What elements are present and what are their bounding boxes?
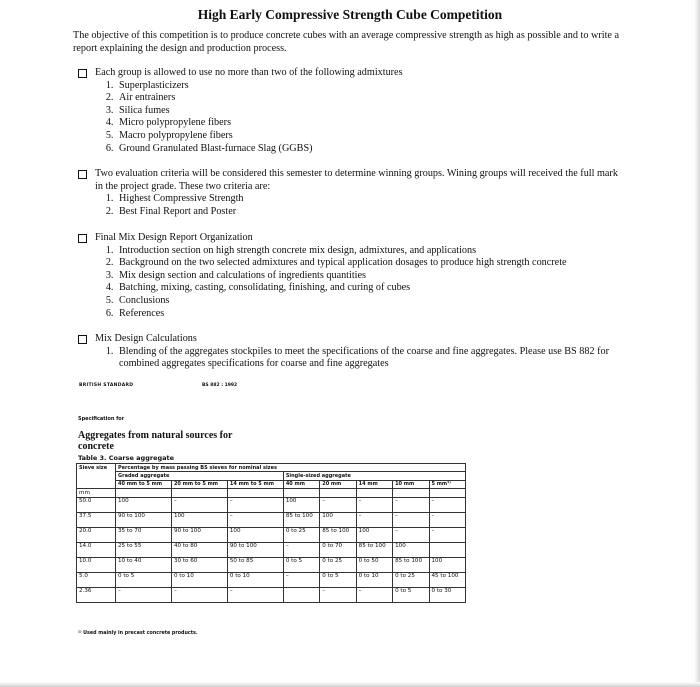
sieve-size-cell: 14.0: [77, 542, 116, 557]
table-cell: –: [227, 587, 283, 602]
table-footnote: ¹⁾ Used mainly in precast concrete products.: [78, 631, 198, 636]
column-header: 5 mm¹⁾: [429, 480, 466, 488]
table-cell: 85 to 100: [356, 542, 392, 557]
sieve-size-cell: 50.0: [77, 497, 116, 512]
checkbox-icon: [78, 234, 87, 243]
column-header: 20 mm to 5 mm: [171, 480, 227, 488]
table-cell: 85 to 100: [283, 512, 319, 527]
table-cell: 85 to 100: [320, 527, 356, 542]
table-cell: 50 to 85: [227, 557, 283, 572]
document-title: High Early Compressive Strength Cube Competition: [197, 7, 503, 22]
sieve-size-cell: 5.0: [77, 572, 116, 587]
table-cell: 10 to 40: [116, 557, 172, 572]
table-cell: –: [429, 512, 466, 527]
list-item: 2. Air entrainers: [116, 92, 623, 105]
single-sized-header: Single-sized aggregate: [283, 472, 465, 480]
checkbox-icon: [78, 170, 87, 179]
list-item: 4. Micro polypropylene fibers: [116, 117, 623, 130]
table-cell: –: [320, 497, 356, 512]
list-item: 5. Macro polypropylene fibers: [116, 130, 623, 143]
list-item: 3. Mix design section and calculations of ingredients quantities: [116, 270, 623, 283]
objective-paragraph: The objective of this competition is to produce concrete cubes with an average compressive strength as high as possible and to write a report explaining the design and production process.: [73, 30, 620, 54]
column-header: 20 mm: [320, 480, 356, 488]
table-cell: 0 to 25: [393, 572, 429, 587]
table-cell: –: [283, 542, 319, 557]
table-cell: –: [227, 497, 283, 512]
table-cell: [429, 542, 466, 557]
table-cell: 100: [171, 512, 227, 527]
table-cell: 0 to 5: [320, 572, 356, 587]
list-item: 1. Blending of the aggregates stockpiles to meet the specifications of the coarse and fine aggregates. Please use BS 882 for combined aggregates specifications for coarse and fine aggregates: [116, 346, 623, 371]
column-header: 10 mm: [393, 480, 429, 488]
sieve-size-cell: 20.0: [77, 527, 116, 542]
table-cell: 90 to 100: [227, 542, 283, 557]
section-bullet: [78, 333, 623, 346]
list-item: 1. Introduction section on high strength concrete mix design, admixtures, and applications: [116, 245, 623, 258]
section-3: [78, 232, 623, 320]
section-heading: Each group is allowed to use no more than two of the following admixtures: [95, 67, 403, 78]
section-bullet: [78, 67, 623, 80]
spec-label: Specification for: [78, 416, 125, 422]
list-item: 5. Conclusions: [116, 295, 623, 308]
table-row: [77, 572, 466, 587]
sieve-size-cell: 10.0: [77, 557, 116, 572]
table-cell: 0 to 70: [320, 542, 356, 557]
aggregates-title: Aggregates from natural sources for concrete: [78, 430, 233, 452]
table-cell: 35 to 70: [116, 527, 172, 542]
list-item: 2. Best Final Report and Poster: [116, 206, 623, 219]
checkbox-icon: [78, 69, 87, 78]
page-edge-shadow-bottom: [0, 682, 700, 687]
list-item: 6. Ground Granulated Blast-furnace Slag (GGBS): [116, 143, 623, 156]
section-heading: Mix Design Calculations: [95, 333, 197, 344]
table-cell: 0 to 50: [356, 557, 392, 572]
column-header: 40 mm: [283, 480, 319, 488]
table-cell: 25 to 55: [116, 542, 172, 557]
table-cell: 0 to 30: [429, 587, 466, 602]
section-bullet: [78, 232, 623, 245]
table-cell: –: [116, 587, 172, 602]
page-edge-shadow: [694, 0, 700, 687]
table-cell: 100: [116, 497, 172, 512]
table-row: [77, 542, 466, 557]
table-cell: 0 to 10: [171, 572, 227, 587]
section-4: [78, 333, 623, 371]
table-cell: –: [356, 497, 392, 512]
table-row: [77, 587, 466, 602]
table-cell: [283, 587, 319, 602]
table-cell: 100: [283, 497, 319, 512]
table-row: [77, 497, 466, 512]
table-cell: –: [171, 587, 227, 602]
list-item: 2. Background on the two selected admixtures and typical application dosages to produce high strength concrete: [116, 257, 623, 270]
table-cell: –: [429, 527, 466, 542]
section-heading: Two evaluation criteria will be considered this semester to determine winning groups. Wining groups will received the full mark in the project grade. These two criteria are:: [95, 168, 618, 192]
list-item: 1. Highest Compressive Strength: [116, 193, 623, 206]
sieve-size-header: Sieve size: [77, 464, 116, 489]
column-header: 40 mm to 5 mm: [116, 480, 172, 488]
table-cell: –: [283, 572, 319, 587]
table-cell: –: [356, 587, 392, 602]
table-cell: 0 to 25: [283, 527, 319, 542]
table-cell: –: [320, 587, 356, 602]
table-cell: –: [393, 512, 429, 527]
section-1: [78, 67, 623, 155]
table-cell: 85 to 100: [393, 557, 429, 572]
table-cell: 30 to 60: [171, 557, 227, 572]
table-cell: 100: [429, 557, 466, 572]
table-cell: –: [356, 512, 392, 527]
standard-header: BRITISH STANDARD: [79, 383, 134, 388]
coarse-aggregate-table: [76, 463, 466, 603]
column-header: 14 mm to 5 mm: [227, 480, 283, 488]
table-cell: 45 to 100: [429, 572, 466, 587]
list-item: 6. References: [116, 308, 623, 321]
sieve-size-cell: 2.36: [77, 587, 116, 602]
list-item: 4. Batching, mixing, casting, consolidating, finishing, and curing of cubes: [116, 282, 623, 295]
table-cell: 100: [320, 512, 356, 527]
table-cell: 0 to 10: [227, 572, 283, 587]
list-item: 3. Silica fumes: [116, 105, 623, 118]
table-cell: –: [171, 497, 227, 512]
standard-number: BS 882 : 1992: [202, 383, 238, 388]
table-cell: –: [227, 512, 283, 527]
table-row: [77, 512, 466, 527]
percentage-header: Percentage by mass passing BS sieves for nominal sizes: [116, 464, 466, 472]
checkbox-icon: [78, 335, 87, 344]
graded-header: Graded aggregate: [116, 472, 284, 480]
table-cell: 0 to 5: [283, 557, 319, 572]
column-header: 14 mm: [356, 480, 392, 488]
table-title: Table 3. Coarse aggregate: [78, 454, 175, 462]
table-row: [77, 527, 466, 542]
list-item: 1. Superplasticizers: [116, 80, 623, 93]
table-cell: 0 to 10: [356, 572, 392, 587]
sieve-size-cell: 37.5: [77, 512, 116, 527]
section-heading: Final Mix Design Report Organization: [95, 232, 253, 243]
table-cell: –: [393, 527, 429, 542]
table-cell: 90 to 100: [171, 527, 227, 542]
table-cell: 90 to 100: [116, 512, 172, 527]
table-cell: 40 to 80: [171, 542, 227, 557]
table-cell: 100: [356, 527, 392, 542]
table-cell: –: [393, 497, 429, 512]
table-cell: 0 to 5: [393, 587, 429, 602]
table-cell: 100: [227, 527, 283, 542]
table-row: [77, 557, 466, 572]
table-cell: 0 to 25: [320, 557, 356, 572]
section-bullet: [78, 168, 623, 193]
section-2: [78, 168, 623, 218]
bs882-table-scan: [74, 383, 474, 643]
table-cell: 0 to 5: [116, 572, 172, 587]
table-cell: –: [429, 497, 466, 512]
unit-cell: mm: [77, 489, 116, 497]
table-cell: 100: [393, 542, 429, 557]
